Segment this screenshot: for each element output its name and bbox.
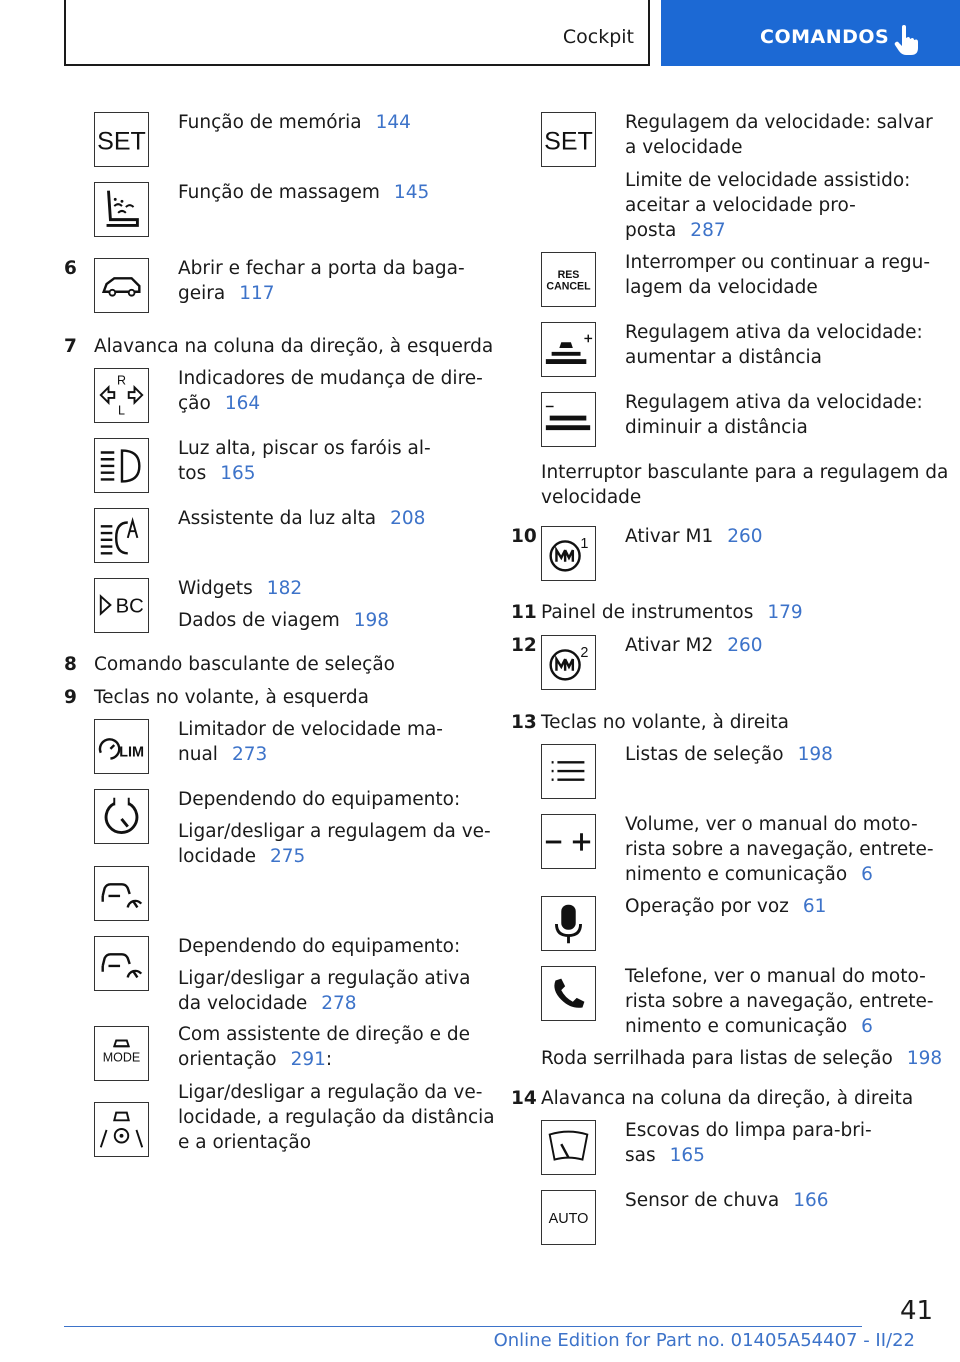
set-speed-icon: [541, 112, 596, 167]
svg-text:SET: SET: [97, 127, 146, 156]
active-cruise-icon: [94, 936, 149, 991]
high-beam-icon: [94, 438, 149, 493]
svg-text:RES: RES: [557, 269, 580, 282]
svg-text:AUTO: AUTO: [548, 1210, 589, 1227]
steering-assist-text: Ligar/desligar a regulação da ve- locidade, a regulação da distância e a orientação: [178, 1082, 495, 1153]
wipers-text: Escovas do limpa para-bri- sas 165: [625, 1120, 872, 1166]
page-ref[interactable]: 182: [266, 578, 303, 599]
right-wheel-buttons-heading: Teclas no volante, à direita: [541, 712, 789, 733]
memory-function: Função de memória 144: [178, 112, 411, 133]
distance-decrease-icon: [541, 392, 596, 447]
volume-icon: [541, 814, 596, 869]
massage-seat-icon: [94, 182, 149, 237]
item-number: 7: [64, 336, 77, 357]
distance-increase-text: Regulagem ativa da velocidade: aumentar a distância: [625, 322, 923, 368]
right-stalk-heading: Alavanca na coluna da direção, à direita: [541, 1088, 914, 1109]
set-speed-text: Regulagem da velocidade: salvar a velocidade: [625, 112, 933, 158]
page-ref[interactable]: 61: [802, 896, 827, 917]
activate-m2-text: Ativar M2 260: [625, 635, 763, 656]
page-ref[interactable]: 6: [861, 864, 873, 885]
header-section-box: [64, 0, 650, 66]
phone-text: Telefone, ver o manual do moto- rista sobre a navegação, entrete- nimento e comunicação 6: [625, 966, 934, 1037]
selection-lists-text: Listas de seleção 198: [625, 744, 833, 765]
svg-text:L: L: [118, 403, 125, 418]
distance-decrease-text: Regulagem ativa da velocidade: diminuir a distância: [625, 392, 923, 438]
section-title: Cockpit: [562, 26, 634, 48]
page-ref[interactable]: 165: [220, 463, 256, 484]
wiper-icon: [541, 1120, 596, 1175]
page-ref[interactable]: 144: [375, 112, 411, 133]
high-beam-assist-text: Assistente da luz alta 208: [178, 508, 426, 529]
set-icon: [94, 112, 149, 167]
rocker-switch-heading: Comando basculante de seleção: [94, 654, 395, 675]
high-beam-assist-icon: [94, 508, 149, 563]
item-number: 14: [511, 1088, 537, 1109]
svg-text:LIM: LIM: [119, 744, 145, 761]
voice-control-text: Operação por voz 61: [625, 896, 827, 917]
massage-function: Função de massagem 145: [178, 182, 430, 203]
turn-signal-text: Indicadores de mudança de dire- ção 164: [178, 368, 483, 414]
item-number: 13: [511, 712, 537, 733]
item-number: 11: [511, 602, 537, 623]
speed-limiter-icon: [94, 719, 149, 774]
header-chapter-box: [661, 0, 960, 66]
page-ref[interactable]: 166: [793, 1190, 829, 1211]
activate-m1-text: Ativar M1 260: [625, 526, 763, 547]
left-stalk-heading: Alavanca na coluna da direção, à esquerda: [94, 336, 494, 357]
active-cruise-text: Ligar/desligar a regulação ativa da velocidade 278: [178, 968, 471, 1014]
vehicle-speed-icon: [94, 866, 149, 921]
mode-icon: [94, 1026, 149, 1081]
chapter-title: COMANDOS: [760, 26, 890, 48]
instrument-cluster-text: Painel de instrumentos 179: [541, 602, 803, 623]
list-icon: [541, 744, 596, 799]
page-ref[interactable]: 117: [239, 283, 275, 304]
steering-assist-icon: [94, 1102, 149, 1157]
m1-icon: [541, 526, 596, 581]
page-ref[interactable]: 145: [393, 182, 430, 203]
driving-assistant-text: Com assistente de direção e de orientação 291:: [178, 1024, 470, 1070]
tailgate-icon: [94, 258, 149, 313]
left-wheel-buttons-heading: Teclas no volante, à esquerda: [94, 687, 369, 708]
res-cancel-text: Interromper ou continuar a regu- lagem da velocidade: [625, 252, 930, 298]
tailgate-text: Abrir e fechar a porta da baga- geira 117: [178, 258, 465, 304]
auto-icon: [541, 1190, 596, 1245]
cruise-control-icon: [94, 789, 149, 844]
thumbwheel-text: Roda serrilhada para listas de seleção 198: [541, 1048, 943, 1069]
dependent-note-1: Dependendo do equipamento:: [178, 789, 461, 810]
svg-text:SET: SET: [544, 127, 593, 156]
edition-footer: Online Edition for Part no. 01405A54407 - II/22: [493, 1330, 915, 1351]
microphone-icon: [541, 896, 596, 951]
item-number: 10: [511, 526, 537, 547]
page-ref[interactable]: 164: [224, 393, 261, 414]
svg-text:2: 2: [580, 645, 589, 662]
svg-text:MODE: MODE: [102, 1050, 141, 1065]
turn-signal-icon: [94, 368, 149, 423]
footer-divider: [64, 1326, 862, 1327]
rocker-switch-text: Interruptor basculante para a regulagem da velocidade: [541, 462, 949, 508]
rain-sensor-text: Sensor de chuva 166: [625, 1190, 829, 1211]
page-ref[interactable]: 208: [390, 508, 426, 529]
svg-text:BC: BC: [115, 595, 144, 618]
page-ref[interactable]: 198: [797, 744, 833, 765]
high-beam-text: Luz alta, piscar os faróis al- tos 165: [178, 438, 431, 484]
svg-text:R: R: [116, 373, 127, 388]
phone-icon: [541, 966, 596, 1021]
page-ref[interactable]: 179: [767, 602, 803, 623]
page-ref[interactable]: 273: [231, 744, 268, 765]
item-number: 12: [511, 635, 537, 656]
widgets-text: Widgets 182: [178, 578, 303, 599]
page-ref[interactable]: 291: [290, 1049, 326, 1070]
res-cancel-icon: [541, 252, 596, 307]
item-number: 8: [64, 654, 77, 675]
pointing-hand-icon: [893, 25, 921, 55]
cruise-control-text: Ligar/desligar a regulagem da ve- locidade 275: [178, 821, 491, 867]
dependent-note-2: Dependendo do equipamento:: [178, 936, 461, 957]
svg-text:1: 1: [580, 536, 589, 553]
volume-text: Volume, ver o manual do moto- rista sobre a navegação, entrete- nimento e comunicação 6: [625, 814, 934, 885]
m2-icon: [541, 635, 596, 690]
page-ref[interactable]: 260: [727, 635, 763, 656]
page-ref[interactable]: 165: [669, 1145, 705, 1166]
page-ref[interactable]: 260: [727, 526, 763, 547]
speed-limiter-text: Limitador de velocidade ma- nual 273: [178, 719, 443, 765]
page-ref[interactable]: 198: [906, 1048, 943, 1069]
item-number: 9: [64, 687, 77, 708]
item-number: 6: [64, 258, 77, 279]
page-ref[interactable]: 198: [353, 610, 390, 631]
svg-text:CANCEL: CANCEL: [546, 280, 591, 293]
trip-data-text: Dados de viagem 198: [178, 610, 390, 631]
bc-icon: [94, 578, 149, 633]
page-ref[interactable]: 287: [690, 220, 726, 241]
page-ref[interactable]: 6: [861, 1016, 873, 1037]
distance-increase-icon: [541, 322, 596, 377]
page-ref[interactable]: 275: [269, 846, 306, 867]
page-ref[interactable]: 278: [321, 993, 357, 1014]
speed-limit-assist-text: Limite de velocidade assistido: aceitar a velocidade pro- posta 287: [625, 170, 911, 241]
page-number: 41: [900, 1296, 934, 1326]
